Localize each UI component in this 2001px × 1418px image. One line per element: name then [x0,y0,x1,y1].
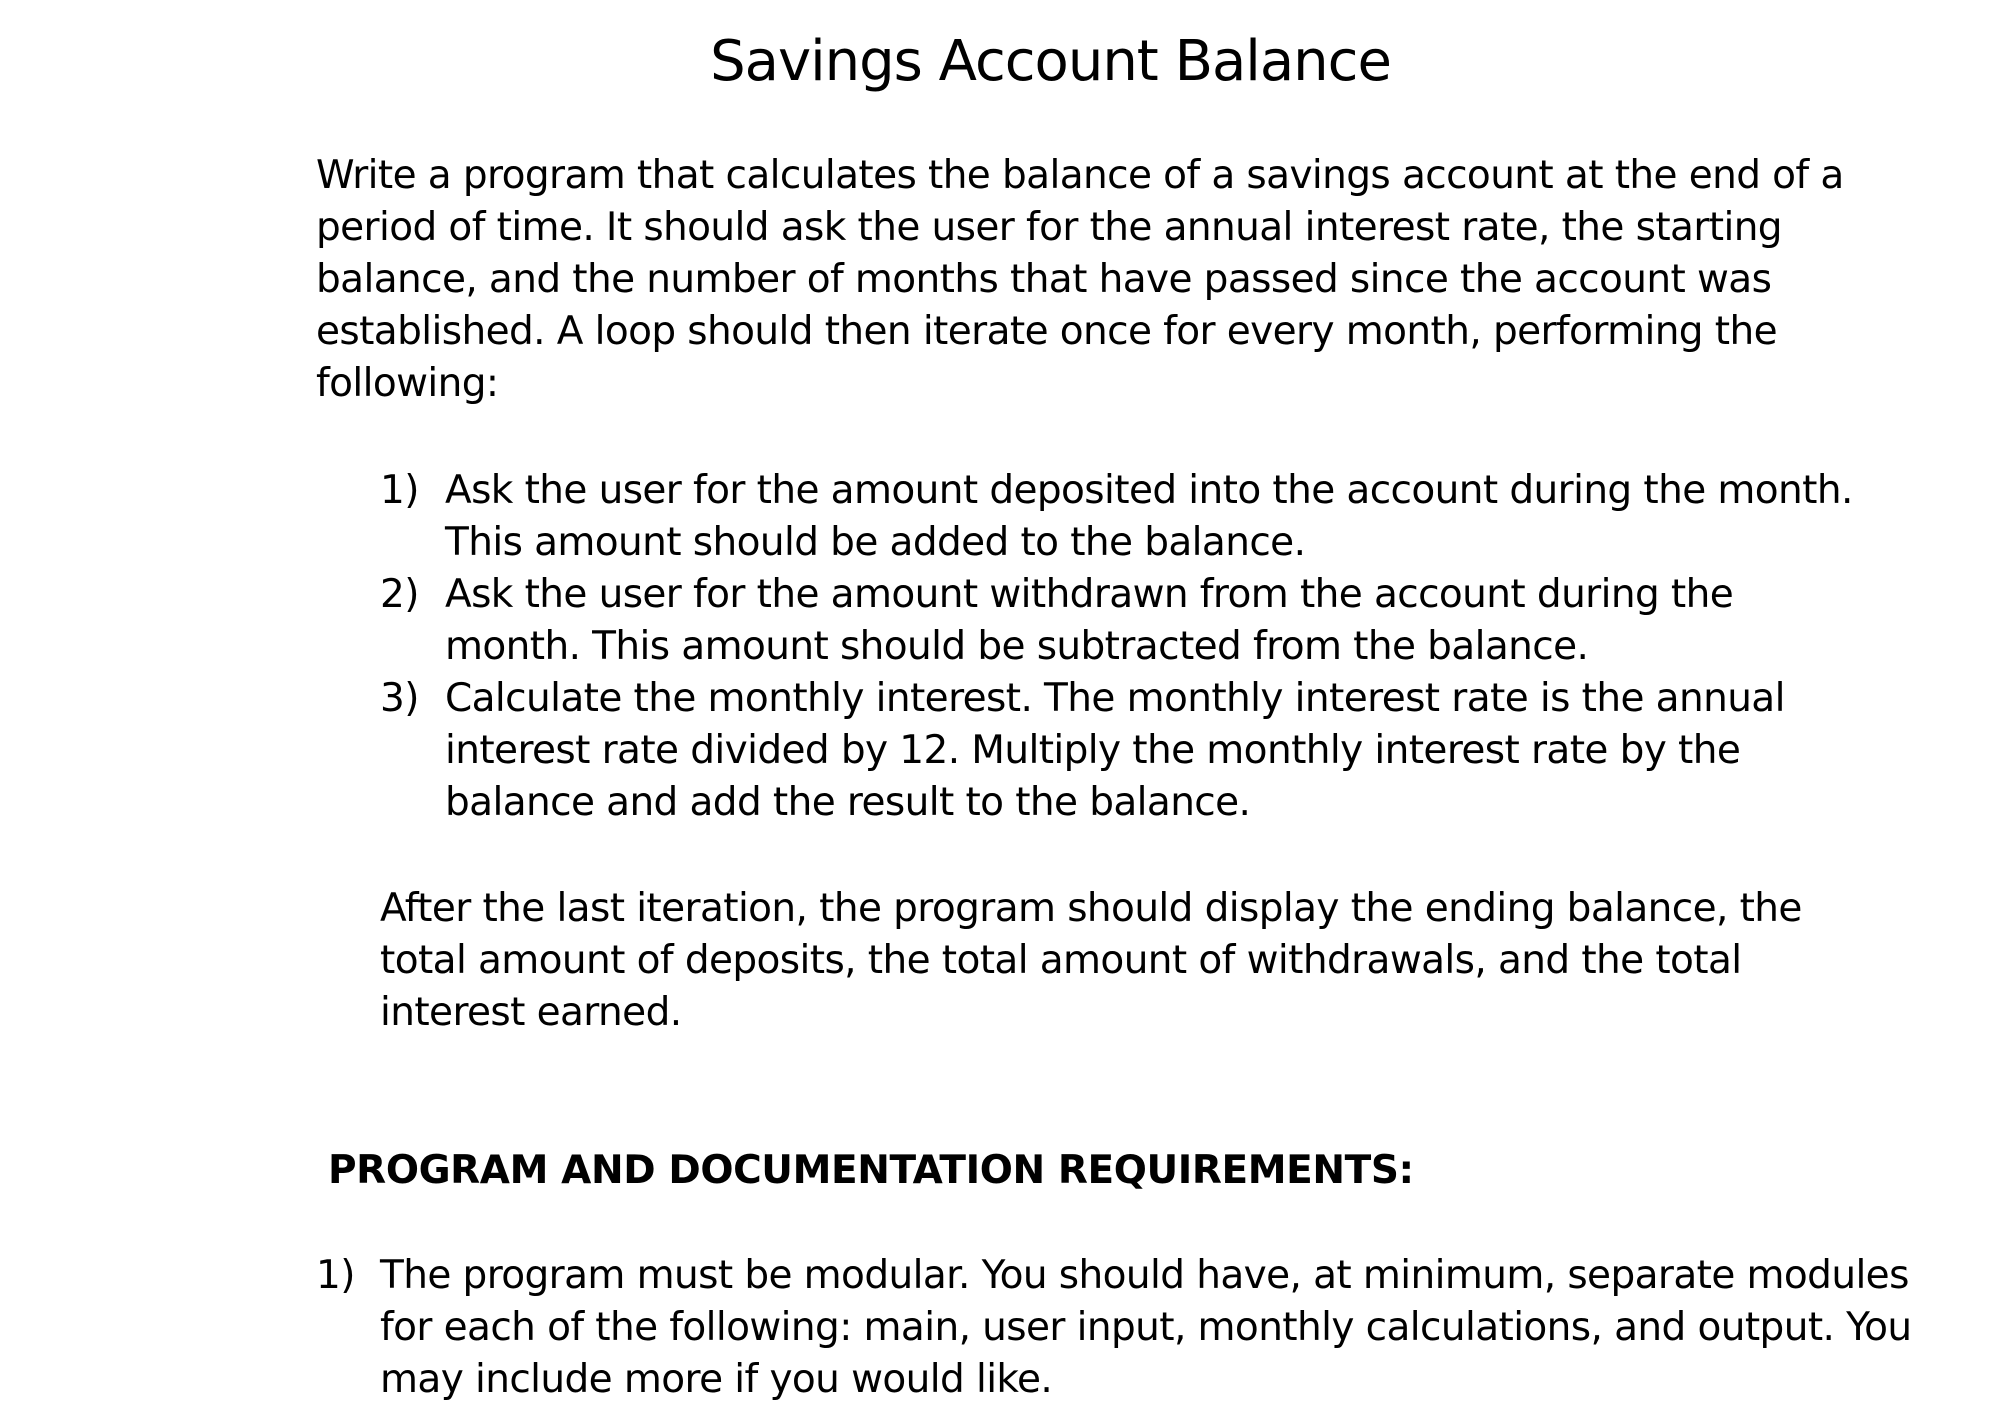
list-item-number: 2) [380,572,419,617]
list-item [380,465,1880,569]
list-item-number: 3) [380,676,419,721]
requirements-heading: PROGRAM AND DOCUMENTATION REQUIREMENTS: [328,1148,1414,1193]
list-item-number: 1) [316,1253,355,1298]
list-item [316,1250,1916,1406]
intro-paragraph: Write a program that calculates the balance of a savings account at the end of a period of time. It should ask the user for the annual interest rate, the starting balance, and the number of months that have passed since the account was established. A loop should then iterate once for every month, performing the following: [316,153,1844,406]
requirements-list [316,1250,1916,1406]
list-item-text: Calculate the monthly interest. The monthly interest rate is the annual interest rate divided by 12. Multiply the monthly interest rate by the balance and add the result to the balance. [445,676,1785,825]
list-item-text: Ask the user for the amount deposited into the account during the month. This amount should be added to the balance. [445,468,1853,565]
list-item-number: 1) [380,468,419,513]
list-item-text: Ask the user for the amount withdrawn from the account during the month. This amount should be subtracted from the balance. [445,572,1734,669]
list-item [380,673,1880,829]
after-loop-paragraph: After the last iteration, the program should display the ending balance, the total amount of deposits, the total amount of withdrawals, and the total interest earned. [380,886,1802,1035]
loop-steps-list [380,465,1880,829]
document-title: Savings Account Balance [710,29,1391,94]
list-item-text: The program must be modular. You should have, at minimum, separate modules for each of the following: main, user input, monthly calculations, and output. You may include more if you would like. [380,1253,1912,1402]
list-item [380,569,1880,673]
